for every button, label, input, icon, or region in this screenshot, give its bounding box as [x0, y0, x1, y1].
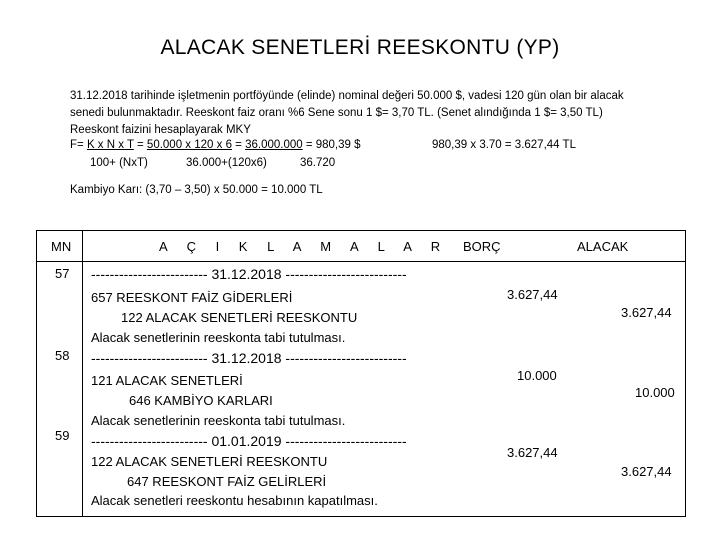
header-aciklamalar: A Ç I K L A M A L A R [159, 239, 449, 254]
alacak-amount: 3.627,44 [621, 464, 672, 479]
kambiyo-kari-line: Kambiyo Karı: (3,70 – 3,50) x 50.000 = 10.000 TL [70, 184, 323, 196]
borc-amount: 10.000 [517, 368, 557, 383]
entry-date-line: ------------------------- 31.12.2018 -------------------------- [91, 350, 407, 366]
formula-value-numerator: 50.000 x 120 x 6 [146, 139, 232, 151]
formula-numerator: K x N x T [86, 139, 134, 151]
borc-amount: 3.627,44 [507, 445, 558, 460]
credit-account: 646 KAMBİYO KARLARI [129, 393, 273, 408]
formula-denominator-1: 100+ (NxT) [90, 157, 148, 169]
entry-description: Alacak senetlerinin reeskonta tabi tutulması. [91, 413, 346, 428]
debit-account: 121 ALACAK SENETLERİ [91, 373, 243, 388]
header-divider [37, 261, 685, 262]
formula-denominator-3: 36.720 [300, 157, 336, 169]
formula-eq-1: = [133, 139, 147, 151]
page-title: ALACAK SENETLERİ REESKONTU (YP) [160, 36, 560, 59]
borc-amount: 3.627,44 [507, 287, 558, 302]
journal-table [36, 230, 686, 517]
formula-conversion: 980,39 x 3.70 = 3.627,44 TL [432, 139, 576, 151]
credit-account: 647 REESKONT FAİZ GELİRLERİ [127, 474, 327, 489]
entry-number: 57 [55, 266, 70, 281]
credit-account: 122 ALACAK SENETLERİ REESKONTU [121, 310, 358, 325]
entry-date-line: ------------------------- 31.12.2018 -------------------------- [91, 266, 407, 282]
column-divider-mn [82, 231, 83, 516]
alacak-amount: 3.627,44 [621, 305, 672, 320]
debit-account: 122 ALACAK SENETLERİ REESKONTU [91, 454, 328, 469]
formula-eq-2: = [231, 139, 246, 151]
entry-date-line: ------------------------- 01.01.2019 -------------------------- [91, 433, 407, 449]
debit-account: 657 REESKONT FAİZ GİDERLERİ [91, 290, 293, 305]
formula-prefix: F= [70, 139, 87, 151]
intro-line-2: senedi bulunmaktadır. Reeskont faiz oranı %6 Sene sonu 1 $= 3,70 TL. (Senet alındığında 1 $= 3,50 TL) [70, 107, 603, 120]
entry-description: Alacak senetlerinin reeskonta tabi tutulması. [91, 330, 346, 345]
header-mn: MN [51, 239, 72, 254]
formula-result-numerator: 36.000.000 [245, 139, 303, 151]
entry-number: 58 [55, 348, 70, 363]
alacak-amount: 10.000 [635, 385, 675, 400]
formula-line [70, 139, 361, 151]
intro-line-1: 31.12.2018 tarihinde işletmenin portföyünde (elinde) nominal değeri 50.000 $, vadesi 120 gün olan bir alacak [70, 90, 624, 102]
header-borc: BORÇ [463, 239, 501, 254]
intro-line-3: Reeskont faizini hesaplayarak MKY [70, 124, 251, 137]
header-alacak: ALACAK [577, 239, 629, 254]
formula-eq-3: = 980,39 $ [302, 139, 361, 151]
entry-number: 59 [55, 428, 70, 443]
entry-description: Alacak senetleri reeskontu hesabının kapatılması. [91, 493, 378, 508]
formula-denominator-2: 36.000+(120x6) [186, 157, 267, 169]
problem-statement [70, 88, 670, 140]
